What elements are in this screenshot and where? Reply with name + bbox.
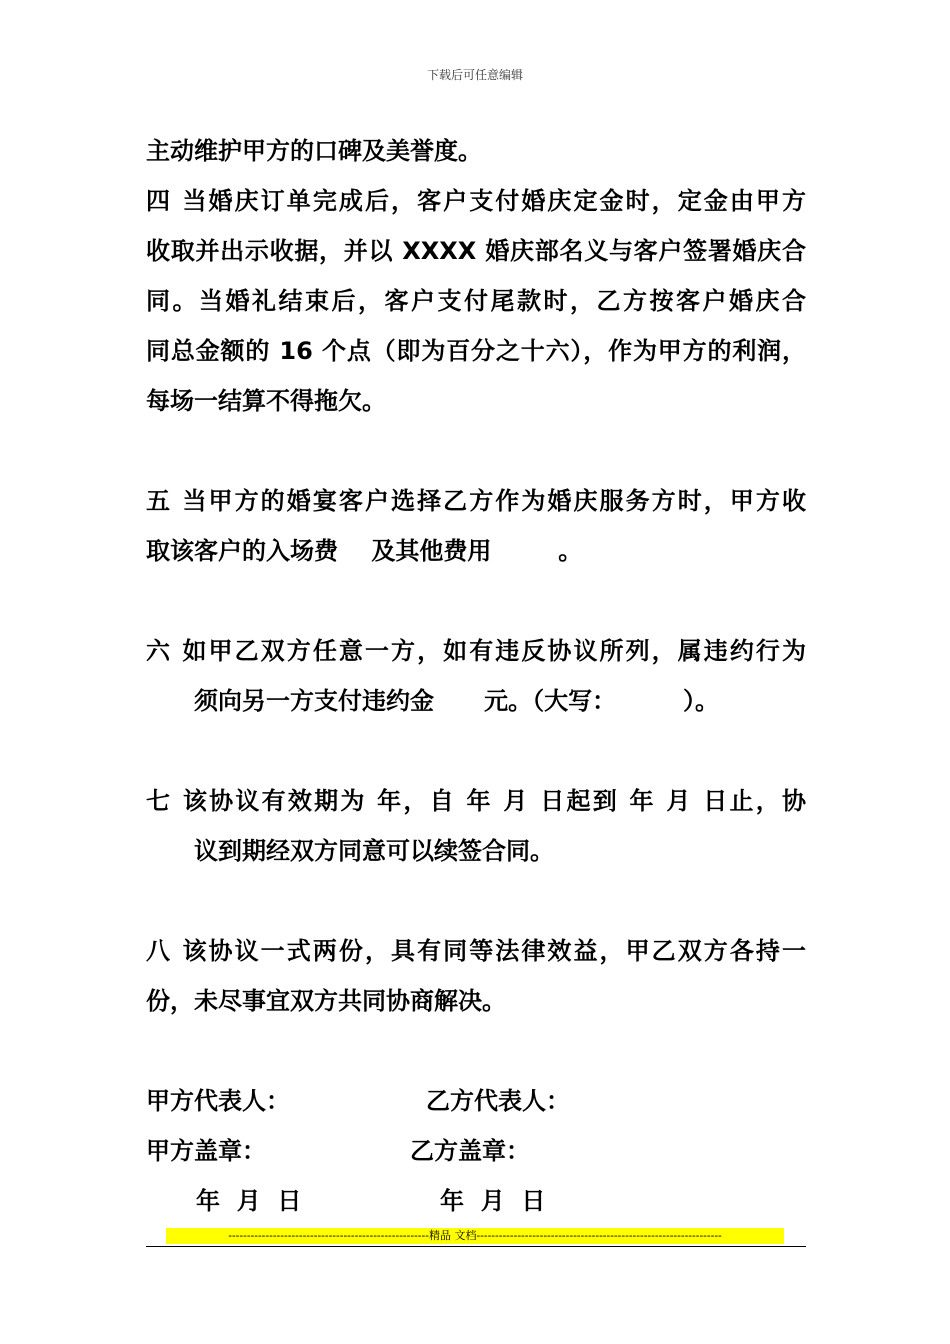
- party-b-date: 年 月 日: [440, 1187, 546, 1215]
- party-b-seal-label: 乙方盖章：: [410, 1137, 530, 1165]
- clause-4-line-3: 同。当婚礼结束后，客户支付尾款时，乙方按客户婚庆合: [146, 287, 806, 315]
- clause-8-line-2: 份，未尽事宜双方共同协商解决。: [146, 987, 506, 1015]
- footer-divider: [146, 1246, 806, 1247]
- footer-watermark-bar: ------------------------------------------------------精品 文档------------------------------------------------------------------: [166, 1228, 784, 1244]
- clause-8-line-1: 八 该协议一式两份，具有同等法律效益，甲乙双方各持一: [146, 937, 806, 965]
- header-note: 下载后可任意编辑: [426, 68, 523, 82]
- party-a-seal-label: 甲方盖章：: [146, 1137, 266, 1165]
- clause-5-line-2: 取该客户的入场费 及其他费用 。: [146, 537, 583, 565]
- text-line-1: 主动维护甲方的口碑及美誉度。: [146, 137, 482, 165]
- clause-7-line-2: 议到期经双方同意可以续签合同。: [194, 837, 554, 865]
- clause-4-line-4: 同总金额的 16 个点（即为百分之十六），作为甲方的利润，: [146, 337, 806, 365]
- clause-5-line-1: 五 当甲方的婚宴客户选择乙方作为婚庆服务方时，甲方收: [146, 487, 806, 515]
- party-b-rep-label: 乙方代表人：: [426, 1087, 570, 1115]
- clause-4-line-1: 四 当婚庆订单完成后，客户支付婚庆定金时，定金由甲方: [146, 187, 806, 215]
- clause-7-line-1: 七 该协议有效期为 年，自 年 月 日起到 年 月 日止，协: [146, 787, 806, 815]
- party-a-date: 年 月 日: [196, 1187, 302, 1215]
- clause-4-line-5: 每场一结算不得拖欠。: [146, 387, 386, 415]
- clause-4-line-2: 收取并出示收据，并以 XXXX 婚庆部名义与客户签署婚庆合: [146, 237, 806, 265]
- clause-6-line-2: 须向另一方支付违约金 元。（大写： ）。: [194, 687, 719, 715]
- party-a-rep-label: 甲方代表人：: [146, 1087, 290, 1115]
- clause-6-line-1: 六 如甲乙双方任意一方，如有违反协议所列，属违约行为: [146, 637, 806, 665]
